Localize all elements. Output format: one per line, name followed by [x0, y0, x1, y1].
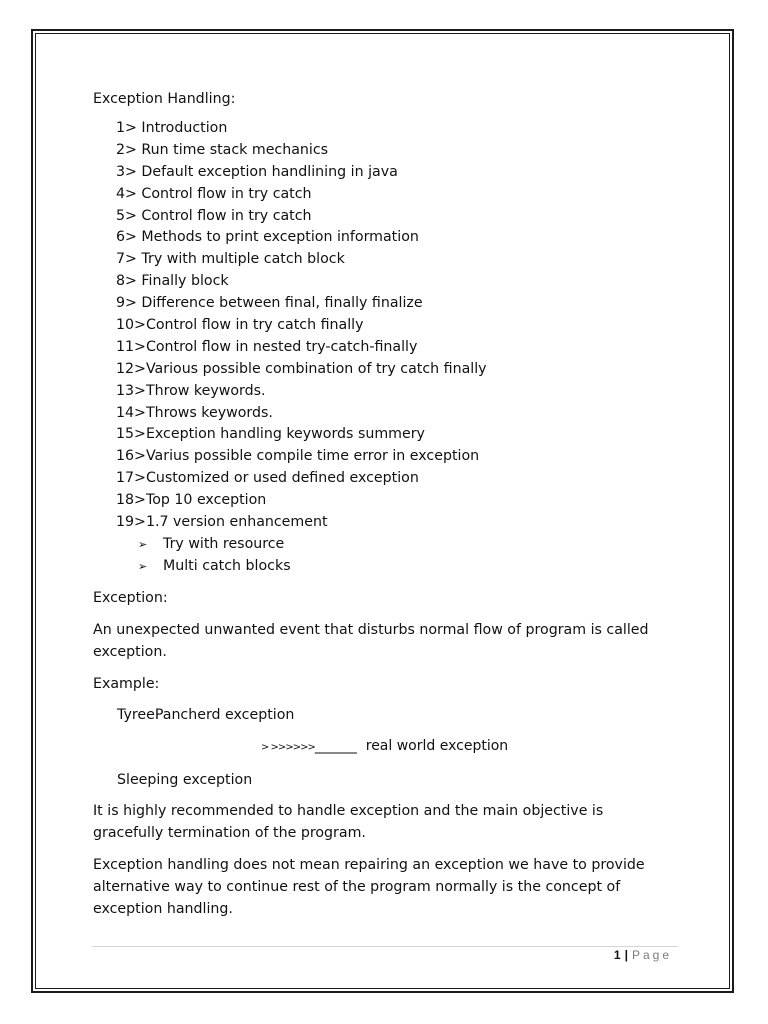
example-heading: Example:: [93, 675, 160, 692]
sub-topic-item: [138, 534, 673, 556]
topic-item: 4> Control flow in try catch: [116, 185, 312, 202]
topic-item: 8> Finally block: [116, 273, 229, 290]
topic-item: 13>Throw keywords.: [116, 382, 266, 399]
arrow-bullet-icon: ➢: [138, 537, 148, 551]
paragraph-2-line-1: Exception handling does not mean repairing an exception we have to provide: [93, 856, 645, 873]
topic-item: 14>Throws keywords.: [116, 404, 273, 421]
sub-topic-label: Multi catch blocks: [163, 557, 291, 574]
topic-item: 19>1.7 version enhancement: [116, 514, 328, 531]
topic-item: 6> Methods to print exception information: [116, 229, 419, 246]
example-item-2: Sleeping exception: [117, 771, 253, 788]
topic-item: 1> Introduction: [116, 120, 228, 136]
footer-separator: |: [624, 948, 628, 962]
sub-topic-list: [93, 534, 673, 578]
paragraph-2-line-2: alternative way to continue rest of the program normally is the concept of: [93, 878, 621, 895]
topic-item: 10>Control flow in try catch finally: [116, 317, 364, 334]
topic-item: 15>Exception handling keywords summery: [116, 426, 425, 443]
topic-item: 2> Run time stack mechanics: [116, 141, 329, 158]
sub-topic-label: Try with resource: [163, 535, 285, 552]
topic-item: 3> Default exception handlining in java: [116, 163, 398, 180]
page-number: 1: [613, 948, 621, 962]
underline-blank: ______: [314, 737, 357, 754]
exception-heading: Exception:: [93, 589, 168, 606]
section-heading: Exception Handling:: [93, 91, 236, 107]
sub-topic-item: [138, 556, 673, 578]
arrow-bullet-icon: ➢: [138, 559, 148, 573]
paragraph-1-line-1: It is highly recommended to handle exception and the main objective is: [93, 802, 604, 819]
page-label: Page: [631, 948, 672, 962]
topic-item: 9> Difference between final, finally finalize: [116, 295, 423, 312]
topic-list: [93, 118, 673, 534]
topic-item: 18>Top 10 exception: [116, 492, 267, 509]
topic-item: 12>Various possible combination of try catch finally: [116, 360, 487, 377]
page-content: [93, 88, 673, 920]
footer-divider: [92, 946, 678, 947]
topic-item: 11>Control flow in nested try-catch-finally: [116, 338, 418, 355]
arrow-glyphs: > >>>>>>: [261, 741, 315, 753]
topic-item: 7> Try with multiple catch block: [116, 251, 345, 268]
arrow-label: real world exception: [365, 737, 509, 754]
paragraph-1-line-2: gracefully termination of the program.: [93, 824, 366, 841]
example-arrow-line: [93, 735, 673, 759]
topic-item: 16>Varius possible compile time error in exception: [116, 448, 480, 465]
page-footer: [614, 948, 672, 962]
topic-item: 17>Customized or used defined exception: [116, 470, 419, 487]
topic-item: 5> Control flow in try catch: [116, 207, 312, 224]
paragraph-2-line-3: exception handling.: [93, 900, 233, 917]
exception-definition-line-1: An unexpected unwanted event that disturbs normal flow of program is called: [93, 621, 649, 638]
example-item-1: TyreePancherd exception: [117, 706, 295, 723]
exception-definition-line-2: exception.: [93, 643, 167, 660]
